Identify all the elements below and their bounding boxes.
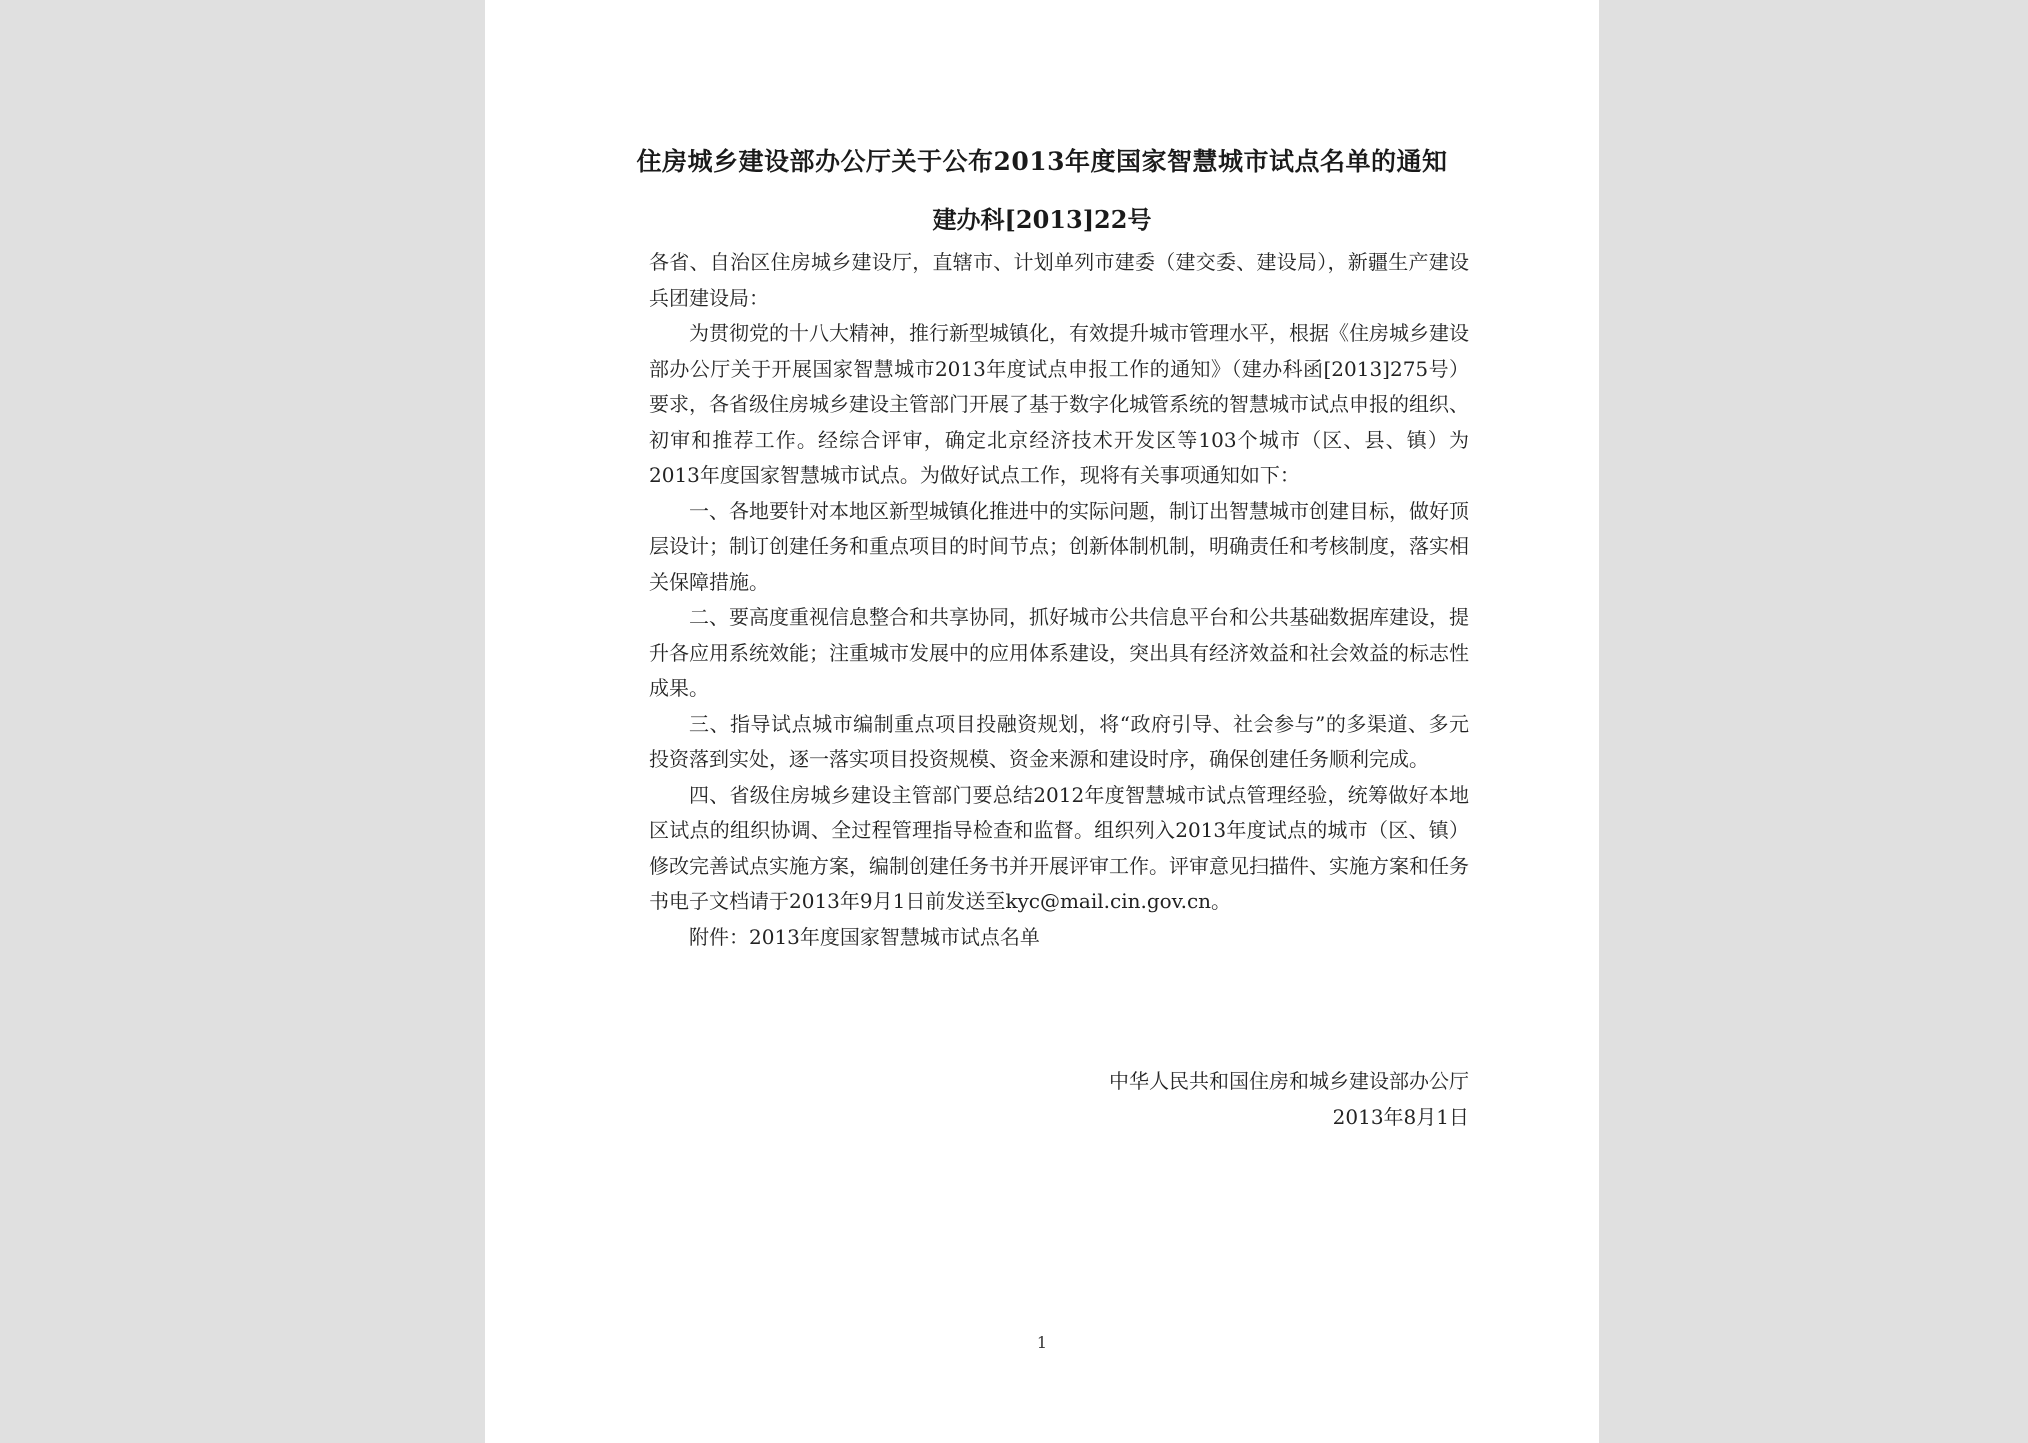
paragraph-item-1: 一、各地要针对本地区新型城镇化推进中的实际问题，制订出智慧城市创建目标，做好顶层设计；制订创建任务和重点项目的时间节点；创新体制机制，明确责任和考核制度，落实相关保障措施。 <box>649 498 1469 594</box>
paragraph-item-4: 四、省级住房城乡建设主管部门要总结2012年度智慧城市试点管理经验，统筹做好本地区试点的组织协调、全过程管理指导检查和监督。组织列入2013年度试点的城市（区、镇）修改完善试点实施方案，编制创建任务书并开展评审工作。评审意见扫描件、实施方案和任务书电子文档请于2013年9月1日前发送至kyc@mail.cin.gov.cn。 <box>649 782 1469 913</box>
addressee: 各省、自治区住房城乡建设厅，直辖市、计划单列市建委（建交委、建设局），新疆生产建设兵团建设局： <box>649 250 1469 310</box>
paragraph-intro: 为贯彻党的十八大精神，推行新型城镇化，有效提升城市管理水平，根据《住房城乡建设部办公厅关于开展国家智慧城市2013年度试点申报工作的通知》（建办科函[2013]275号）要求，各省级住房城乡建设主管部门开展了基于数字化城管系统的智慧城市试点申报的组织、初审和推荐工作。经综合评审，确定北京经济技术开发区等103个城市（区、县、镇）为2013年度国家智慧城市试点。为做好试点工作，现将有关事项通知如下： <box>649 321 1469 487</box>
issuer-name: 中华人民共和国住房和城乡建设部办公厅 <box>1109 1069 1469 1093</box>
signature-block <box>1109 1063 1469 1135</box>
paragraph-item-3: 三、指导试点城市编制重点项目投融资规划，将“政府引导、社会参与”的多渠道、多元投资落到实处，逐一落实项目投资规模、资金来源和建设时序，确保创建任务顺利完成。 <box>649 711 1469 771</box>
page-number: 1 <box>1036 1333 1048 1352</box>
issue-date: 2013年8月1日 <box>1332 1105 1469 1129</box>
paragraph-item-2: 二、要高度重视信息整合和共享协同，抓好城市公共信息平台和公共基础数据库建设，提升各应用系统效能；注重城市发展中的应用体系建设，突出具有经济效益和社会效益的标志性成果。 <box>649 605 1469 700</box>
document-title: 住房城乡建设部办公厅关于公布2013年度国家智慧城市试点名单的通知 <box>636 147 1448 176</box>
attachment-line: 附件：2013年度国家智慧城市试点名单 <box>689 924 1040 949</box>
document-body <box>649 245 1469 955</box>
document-page <box>485 0 1599 1443</box>
document-number: 建办科[2013]22号 <box>932 205 1152 234</box>
